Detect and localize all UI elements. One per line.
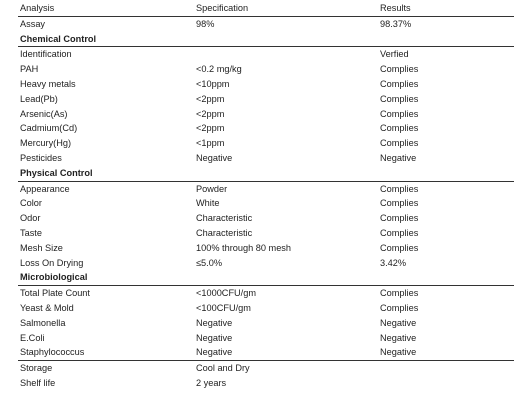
specification-cell: ≤5.0%: [196, 257, 222, 268]
analysis-cell: Appearance: [20, 183, 70, 194]
analysis-cell: Mercury(Hg): [20, 138, 72, 149]
analysis-cell: Cadmium(Cd): [20, 123, 78, 134]
table-row: [18, 136, 514, 151]
analysis-cell: Loss On Drying: [20, 257, 84, 268]
section-header-physical-control: [18, 166, 514, 181]
section-title: Physical Control: [18, 166, 514, 181]
specification-cell: Cool and Dry: [196, 363, 250, 374]
result-cell: Complies: [380, 123, 419, 134]
results-column-header: Results: [378, 1, 514, 16]
table-row: [18, 256, 514, 271]
table-row: [18, 196, 514, 211]
table-row: [18, 241, 514, 256]
section-header-microbiological: [18, 270, 514, 285]
analysis-cell: Identification: [20, 49, 72, 60]
specification-cell: <1000CFU/gm: [196, 288, 257, 299]
specification-cell: Negative: [196, 152, 233, 163]
result-cell: Negative: [378, 345, 514, 360]
table-row: [18, 301, 514, 316]
specification-cell: Characteristic: [196, 227, 253, 238]
analysis-cell: Heavy metals: [20, 78, 76, 89]
assay-analysis-cell: Assay: [20, 18, 46, 29]
table-row: [18, 211, 514, 226]
table-row: [18, 107, 514, 122]
specification-cell: <100CFU/gm: [196, 302, 251, 313]
analysis-cell: PAH: [20, 64, 39, 75]
analysis-column-header: Analysis: [18, 1, 194, 16]
table-row: [18, 316, 514, 331]
specification-cell: White: [196, 198, 220, 209]
result-cell: 3.42%: [380, 257, 407, 268]
section-header-chemical-control: [18, 32, 514, 47]
analysis-cell: Arsenic(As): [20, 108, 68, 119]
specification-cell: <0.2 mg/kg: [196, 64, 242, 75]
analysis-cell: Lead(Pb): [20, 93, 58, 104]
table-row: [18, 376, 514, 391]
result-cell: Negative: [380, 317, 417, 328]
analysis-cell: Shelf life: [20, 377, 56, 388]
result-cell: Complies: [380, 227, 419, 238]
table-row: [18, 226, 514, 241]
result-cell: Complies: [380, 64, 419, 75]
result-cell: Complies: [380, 93, 419, 104]
result-cell: Negative: [380, 152, 417, 163]
table-row: [18, 331, 514, 346]
specification-cell: Negative: [194, 345, 378, 360]
assay-result-cell: 98.37%: [380, 18, 412, 29]
result-cell: Complies: [380, 198, 419, 209]
table-row: [18, 361, 514, 376]
specification-cell: Characteristic: [196, 213, 253, 224]
specification-cell: <2ppm: [196, 108, 225, 119]
analysis-cell: Odor: [20, 213, 41, 224]
result-cell: Verfied: [380, 49, 409, 60]
specification-cell: Negative: [196, 317, 233, 328]
analysis-cell: Storage: [20, 363, 53, 374]
analysis-cell: Yeast & Mold: [20, 302, 74, 313]
table-row: [18, 77, 514, 92]
analysis-cell: E.Coli: [20, 332, 45, 343]
analysis-cell: Salmonella: [20, 317, 66, 328]
analysis-cell: Mesh Size: [20, 242, 63, 253]
specification-cell: <2ppm: [196, 123, 225, 134]
result-cell: Complies: [380, 183, 419, 194]
result-cell: [378, 361, 514, 376]
assay-row: [18, 16, 514, 31]
result-cell: Complies: [380, 288, 419, 299]
table-row: [18, 92, 514, 107]
specification-cell: <1ppm: [196, 138, 225, 149]
table-row: [18, 286, 514, 301]
table-row: [18, 151, 514, 166]
specification-cell: 100% through 80 mesh: [196, 242, 292, 253]
analysis-cell: Taste: [20, 227, 42, 238]
analysis-cell: Color: [20, 198, 42, 209]
result-cell: Complies: [380, 78, 419, 89]
result-cell: [378, 376, 514, 391]
result-cell: Complies: [380, 302, 419, 313]
specification-cell: Negative: [196, 332, 233, 343]
result-cell: Complies: [380, 108, 419, 119]
specification-cell: [194, 47, 378, 62]
specification-table-body: [18, 1, 514, 391]
analysis-cell: Staphylococcus: [18, 345, 194, 360]
result-cell: Negative: [380, 332, 417, 343]
table-header-row: [18, 1, 514, 16]
table-row: [18, 47, 514, 62]
analysis-cell: Total Plate Count: [20, 288, 90, 299]
section-title: Microbiological: [18, 270, 514, 285]
result-cell: Complies: [380, 138, 419, 149]
specification-cell: 2 years: [196, 377, 227, 388]
table-row: [18, 181, 514, 196]
specification-cell: <10ppm: [196, 78, 230, 89]
specification-cell: <2ppm: [196, 93, 225, 104]
table-row: [18, 121, 514, 136]
result-cell: Complies: [380, 242, 419, 253]
assay-specification-cell: 98%: [196, 18, 215, 29]
analysis-cell: Pesticides: [20, 152, 62, 163]
result-cell: Complies: [380, 213, 419, 224]
section-title: Chemical Control: [18, 32, 514, 47]
table-row: [18, 62, 514, 77]
specification-cell: Powder: [196, 183, 228, 194]
specification-table: [18, 1, 514, 391]
specification-column-header: Specification: [194, 1, 378, 16]
table-row: [18, 345, 514, 360]
